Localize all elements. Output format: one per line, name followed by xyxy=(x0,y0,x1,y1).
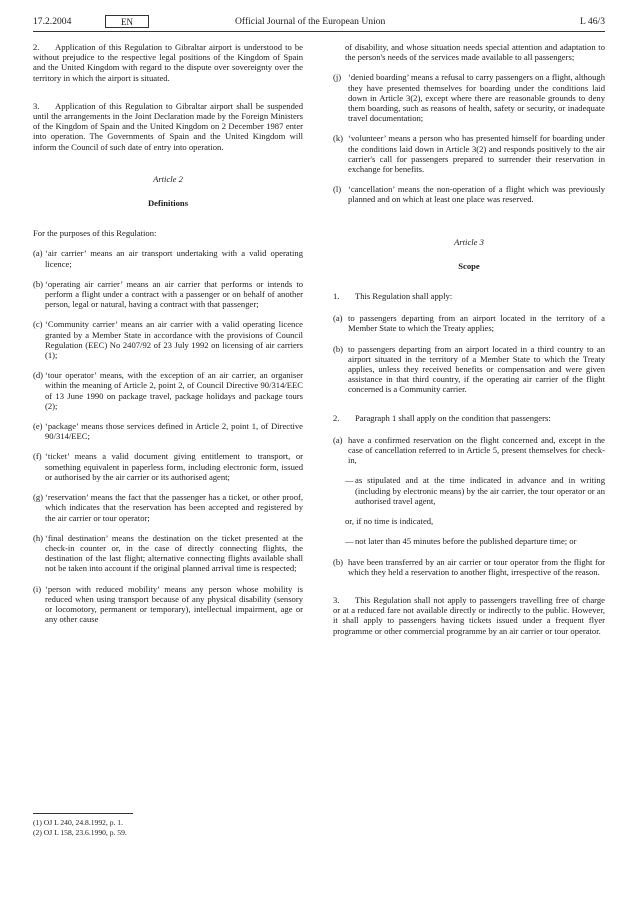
footnote-mark: (2) xyxy=(33,828,42,837)
paragraph-number: 2. xyxy=(33,42,40,52)
definition-item: (f) ‘ticket’ means a valid document giving entitlement to transport, or something equivalent in paperless form, including electronic form, issued or authorised by the air carrier or its authorised agent; xyxy=(33,451,303,482)
paragraph-2 xyxy=(33,42,303,83)
definition-text: ‘ticket’ means a valid document giving entitlement to transport, or something equivalent in paperless form, including electronic form, issued or authorised by the air carrier or its authorised agent; xyxy=(45,451,303,482)
definition-text: ‘package’ means those services defined in Article 2, point 1, of Directive 90/314/EEC; xyxy=(45,421,303,442)
paragraph-text: Application of this Regulation to Gibraltar airport is understood to be without prejudice to the respective legal positions of the Kingdom of Spain and the United Kingdom with regard to the dispute over sovereignty over the territory in which the airport is situated. xyxy=(33,42,303,83)
footnote xyxy=(33,818,303,828)
definition-text: ‘air carrier’ means an air transport undertaking with a valid operating licence; xyxy=(45,248,303,269)
or-text: or, if no time is indicated, xyxy=(345,516,434,527)
scope-item-text: have a confirmed reservation on the flight concerned and, except in the case of cancellation referred to in Article 5, present themselves for check-in, xyxy=(348,434,605,466)
definition-item: (e) ‘package’ means those services defined in Article 2, point 1, of Directive 90/314/EEC; xyxy=(33,421,303,442)
paragraph-text: Paragraph 1 shall apply on the condition that passengers: xyxy=(355,412,551,423)
paragraph-text: Application of this Regulation to Gibraltar airport shall be suspended until the arrangements in the Joint Declaration made by the Foreign Ministers of the Kingdom of Spain and the United Kingdom on 2 December 1987 enter into operation. The Governments of Spain and the United Kingdom will inform the Council of such date of entry into operation. xyxy=(33,100,303,152)
paragraph-number: 3. xyxy=(33,100,40,111)
definition-continuation xyxy=(333,42,605,62)
definitions-intro: For the purposes of this Regulation: xyxy=(33,228,157,239)
definition-item: (d) ‘tour operator’ means, with the exception of an air carrier, an organiser within the meaning of Article 2, point 2, of Council Directive 90/314/EEC of 13 June 1990 on package travel, package holidays and package tours (2); xyxy=(33,370,303,411)
dash-item: — as stipulated and at the time indicated in advance and in writing (including by electronic means) by the air carrier, the tour operator or an authorised travel agent, xyxy=(345,475,605,506)
definition-text: ‘reservation’ means the fact that the passenger has a ticket, or other proof, which indicates that the reservation has been accepted and registered by the air carrier or tour operator; xyxy=(45,492,303,523)
header-rule xyxy=(33,31,605,32)
paragraph-text: This Regulation shall apply: xyxy=(355,291,453,302)
dash-item: — not later than 45 minutes before the published departure time; or xyxy=(345,536,577,547)
journal-title: Official Journal of the European Union xyxy=(235,16,386,27)
scope-paragraph-1 xyxy=(333,291,605,301)
definition-item: (h) ‘final destination’ means the destination on the ticket presented at the check-in counter or, in the case of directly connecting flights, the destination of the last flight; alternative connecting flights available shall not be taken into account if the original planned arrival time is respected; xyxy=(33,532,303,574)
article-number: Article 3 xyxy=(454,236,484,247)
definition-text: ‘volunteer’ means a person who has presented himself for boarding under the conditions laid down in Article 3(2) and responds positively to the air carrier's call for passengers prepared to surrender their reservation in exchange for benefits. xyxy=(348,133,605,175)
footnote xyxy=(33,828,303,838)
definition-item: (i) ‘person with reduced mobility’ means any person whose mobility is reduced when using transport because of any physical disability (sensory or locomotory, permanent or temporary), intellectual impairment, age or any other cause xyxy=(33,583,303,625)
definition-item: (g) ‘reservation’ means the fact that the passenger has a ticket, or other proof, which indicates that the reservation has been accepted and registered by the air carrier or tour operator; xyxy=(33,492,303,523)
footnote-text: OJ L 158, 23.6.1990, p. 59. xyxy=(43,828,127,837)
dash-item-text: not later than 45 minutes before the published departure time; or xyxy=(355,536,577,547)
scope-item-text: to passengers departing from an airport located in a third country to an airport situated in the territory of a Member State to which the Treaty applies, unless they received benefits or compensation and were given assistance in that third country, if the operating air carrier of the flight concerned is a Community carrier. xyxy=(348,343,605,395)
definition-text: ‘cancellation’ means the non-operation of a flight which was previously planned and on which at least one place was reserved. xyxy=(348,184,605,205)
page-header xyxy=(33,14,605,30)
scope-item: (b) have been transferred by an air carrier or tour operator from the flight for which they held a reservation to another flight, irrespective of the reason. xyxy=(333,556,605,577)
definition-text: ‘final destination’ means the destination on the ticket presented at the check-in counter or, in the case of directly connecting flights, the destination of the last flight; alternative connecting flights available shall not be taken into account if the original planned arrival time is respected; xyxy=(45,532,303,574)
scope-item: (a) have a confirmed reservation on the flight concerned and, except in the case of cancellation referred to in Article 5, present themselves for check-in, xyxy=(333,434,605,466)
scope-paragraph-3 xyxy=(333,595,605,636)
left-column xyxy=(33,42,303,634)
article-title: Definitions xyxy=(147,198,189,209)
paragraph-text: This Regulation shall not apply to passengers travelling free of charge or at a reduced fare not available directly or indirectly to the public. However, it shall apply to passengers having tickets issued under a frequent flyer programme or other commercial programme by an air carrier or tour operator. xyxy=(333,594,605,636)
scope-item: (a) to passengers departing from an airport located in the territory of a Member State to which the Treaty applies; xyxy=(333,313,605,334)
definition-item: (k) ‘volunteer’ means a person who has presented himself for boarding under the conditions laid down in Article 3(2) and responds positively to the air carrier's call for passengers prepared to surrender their reservation in exchange for benefits. xyxy=(333,133,605,175)
definition-text: ‘person with reduced mobility’ means any person whose mobility is reduced when using transport because of any physical disability (sensory or locomotory, permanent or temporary), intellectual impairment, age or any other cause xyxy=(45,583,303,625)
definition-text: ‘denied boarding’ means a refusal to carry passengers on a flight, although they have presented themselves for boarding under the conditions laid down in Article 3(2), except where there are reasonable grounds to deny them boarding, such as reasons of health, safety or security, or inadequate travel documentation; xyxy=(348,72,605,124)
footnote-text: OJ L 240, 24.8.1992, p. 1. xyxy=(43,818,124,827)
definition-item: (c) ‘Community carrier’ means an air carrier with a valid operating licence granted by a Member State in accordance with the provisions of Council Regulation (EEC) No 2407/92 of 23 July 1992 on licensing of air carriers (1); xyxy=(33,319,303,361)
language-badge: EN xyxy=(105,15,149,28)
scope-item-text: to passengers departing from an airport located in the territory of a Member State to which the Treaty applies; xyxy=(348,313,605,334)
page-reference: L 46/3 xyxy=(580,16,605,27)
definition-item: (b) ‘operating air carrier’ means an air carrier that performs or intends to perform a flight under a contract with a passenger or on behalf of another person, legal or natural, having a contract with that passenger; xyxy=(33,278,303,310)
right-column xyxy=(333,42,605,654)
article-title: Scope xyxy=(458,260,480,271)
footnote-rule xyxy=(33,813,133,814)
footnotes xyxy=(33,818,303,838)
definition-text: ‘Community carrier’ means an air carrier with a valid operating licence granted by a Member State in accordance with the provisions of Council Regulation (EEC) No 2407/92 of 23 July 1992 on licensing of air carriers (1); xyxy=(45,319,303,361)
definition-item: (j) ‘denied boarding’ means a refusal to carry passengers on a flight, although they have presented themselves for boarding under the conditions laid down in Article 3(2), except where there are reasonable grounds to deny them boarding, such as reasons of health, safety or security, or inadequate travel documentation; xyxy=(333,72,605,124)
paragraph-number: 1. xyxy=(333,291,340,302)
paragraph-number: 3. xyxy=(333,594,340,605)
definition-text: ‘tour operator’ means, with the exception of an air carrier, an organiser within the meaning of Article 2, point 2, of Council Directive 90/314/EEC of 13 June 1990 on package travel, package holidays and package tours (2); xyxy=(45,370,303,411)
paragraph-3 xyxy=(33,101,303,152)
dash-item-text: as stipulated and at the time indicated in advance and in writing (including by electronic means) by the air carrier, the tour operator or an authorised travel agent, xyxy=(355,475,605,506)
definition-text: ‘operating air carrier’ means an air carrier that performs or intends to perform a flight under a contract with a passenger or on behalf of another person, legal or natural, having a contract with that passenger; xyxy=(45,278,303,310)
definition-text: of disability, and whose situation needs special attention and adaptation to the person's needs of the services made available to all passengers; xyxy=(345,42,605,63)
scope-paragraph-2 xyxy=(333,413,605,423)
scope-item: (b) to passengers departing from an airport located in a third country to an airport situated in the territory of a Member State to which the Treaty applies, unless they received benefits or compensation and were given assistance in that third country, if the operating air carrier of the flight concerned is a Community carrier. xyxy=(333,343,605,395)
definition-item: (a) ‘air carrier’ means an air transport undertaking with a valid operating licence; xyxy=(33,248,303,269)
scope-item-text: have been transferred by an air carrier or tour operator from the flight for which they held a reservation to another flight, irrespective of the reason. xyxy=(348,556,605,577)
header-date: 17.2.2004 xyxy=(33,16,72,27)
footnote-mark: (1) xyxy=(33,818,42,827)
article-number: Article 2 xyxy=(153,173,183,184)
paragraph-number: 2. xyxy=(333,412,340,423)
definition-item: (l) ‘cancellation’ means the non-operation of a flight which was previously planned and on which at least one place was reserved. xyxy=(333,184,605,205)
